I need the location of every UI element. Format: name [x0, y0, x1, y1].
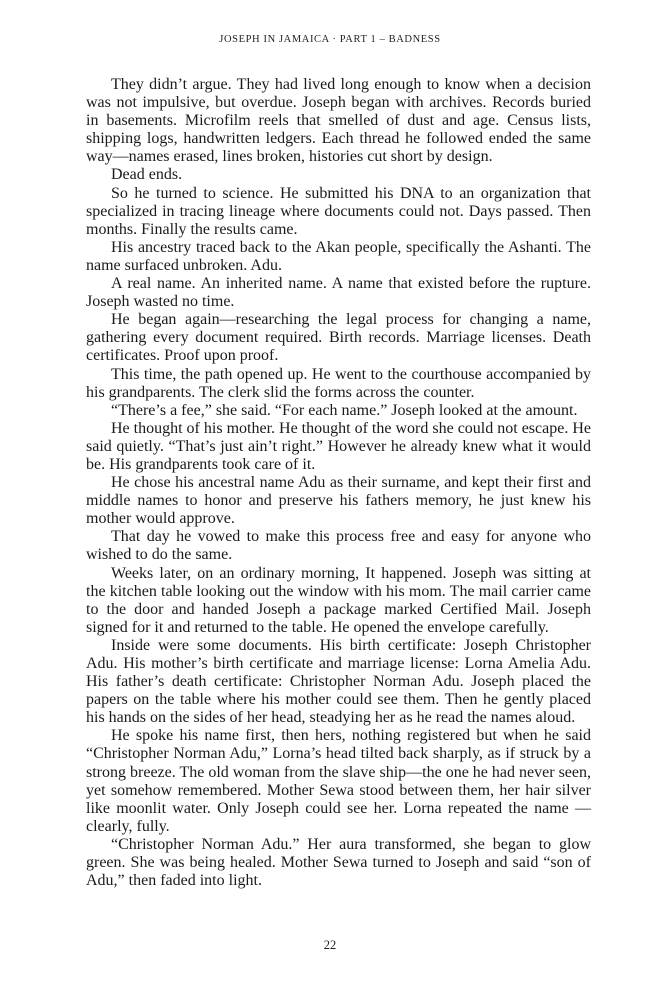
- paragraph: A real name. An inherited name. A name that existed before the rupture. Joseph wasted no time.: [86, 275, 591, 311]
- paragraph: He chose his ancestral name Adu as their surname, and kept their first and middle names to honor and preserve his fathers memory, he just knew his mother would approve.: [86, 474, 591, 528]
- body-text: [86, 76, 591, 890]
- paragraph: That day he vowed to make this process free and easy for anyone who wished to do the same.: [86, 528, 591, 564]
- paragraph: He began again—researching the legal process for changing a name, gathering every document required. Birth records. Marriage licenses. Death certificates. Proof upon proof.: [86, 311, 591, 365]
- paragraph: This time, the path opened up. He went to the courthouse accompanied by his grandparents. The clerk slid the forms across the counter.: [86, 365, 591, 401]
- page-number: 22: [323, 938, 337, 952]
- paragraph: So he turned to science. He submitted his DNA to an organization that specialized in tracing lineage where documents could not. Days passed. Then months. Finally the results came.: [86, 184, 591, 238]
- paragraph: His ancestry traced back to the Akan people, specifically the Ashanti. The name surfaced unbroken. Adu.: [86, 238, 591, 274]
- paragraph: They didn’t argue. They had lived long enough to know when a decision was not impulsive, but overdue. Joseph began with archives. Records buried in basements. Microfilm reels that smelled of dust and age. Census lists, shipping logs, handwritten ledgers. Each thread he followed ended the same way—names erased, lines broken, histories cut short by design.: [86, 76, 591, 166]
- paragraph: “Christopher Norman Adu.” Her aura transformed, she began to glow green. She was being healed. Mother Sewa turned to Joseph and said “son of Adu,” then faded into light.: [86, 835, 591, 890]
- paragraph: Weeks later, on an ordinary morning, It happened. Joseph was sitting at the kitchen table looking out the window with his mom. The mail carrier came to the door and handed Joseph a package marked Certified Mail. Joseph signed for it and returned to the table. He opened the envelope carefully.: [86, 564, 591, 636]
- paragraph: He thought of his mother. He thought of the word she could not escape. He said quietly. “That’s just ain’t right.” However he already knew what it would be. His grandparents took care of it.: [86, 419, 591, 473]
- paragraph: He spoke his name first, then hers, nothing registered but when he said “Christopher Norman Adu,” Lorna’s head tilted back sharply, as if struck by a strong breeze. The old woman from the slave ship—the one he had never seen, yet somehow remembered. Mother Sewa stood between them, her hair silver like moonlit water. Only Joseph could see her. Lorna repeated the name —clearly, fully.: [86, 727, 591, 835]
- paragraph: “There’s a fee,” she said. “For each name.” Joseph looked at the amount.: [111, 401, 578, 419]
- paragraph: Dead ends.: [111, 166, 183, 184]
- paragraph: Inside were some documents. His birth certificate: Joseph Christopher Adu. His mother’s birth certificate and marriage license: Lorna Amelia Adu. His father’s death certificate: Christopher Norman Adu. Joseph placed the papers on the table where his mother could see them. Then he gently placed his hands on the sides of her head, steadying her as he read the names aloud.: [86, 636, 591, 727]
- running-head: JOSEPH IN JAMAICA · PART 1 – BADNESS: [219, 34, 441, 45]
